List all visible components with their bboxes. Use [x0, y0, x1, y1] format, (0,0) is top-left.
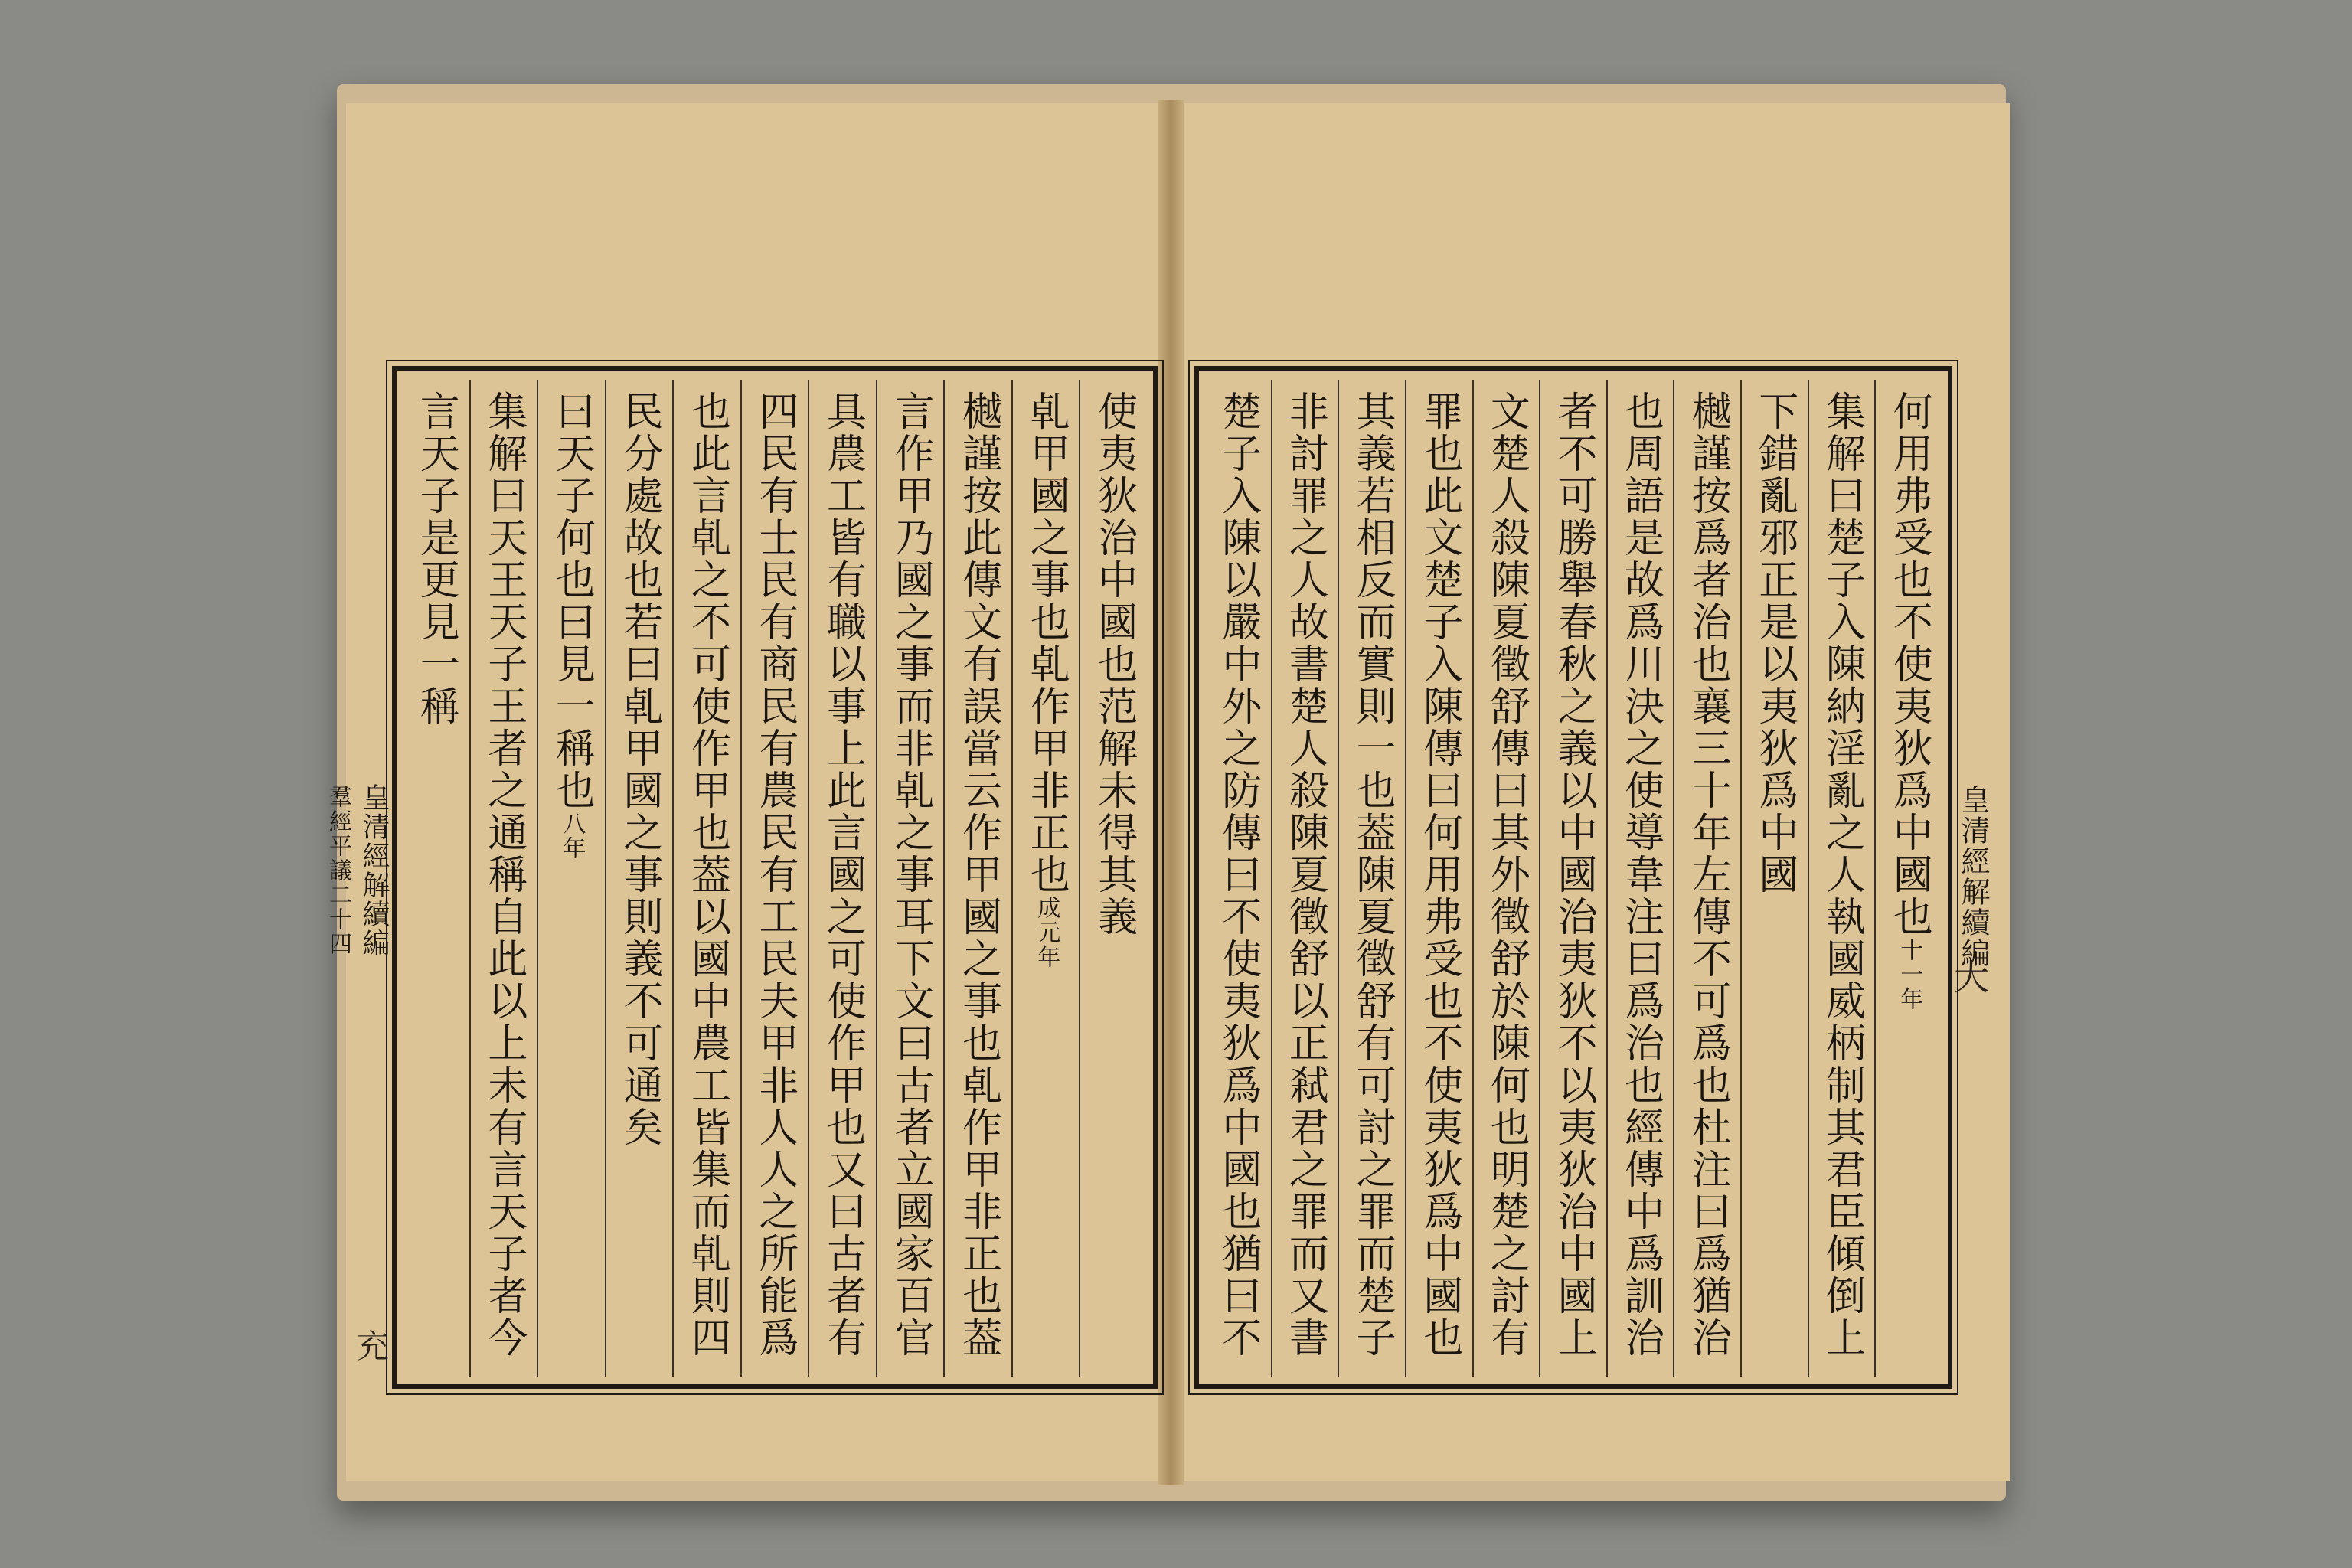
column-text: 者不可勝舉春秋之義以中國治夷狄不以夷狄治中國上: [1550, 390, 1596, 1359]
banxin-title: 皇清經解續編: [1956, 785, 1990, 969]
text-column: [1540, 380, 1608, 1377]
column-text: 𠃵甲國之事也𠃵作甲非正也: [1023, 390, 1070, 896]
column-text: 其義若相反而實則一也葢陳夏徵舒有可討之罪而楚子: [1349, 390, 1396, 1359]
right-banxin: [1949, 360, 1994, 1393]
text-column: [1205, 380, 1272, 1377]
left-columns: [403, 380, 1147, 1377]
right-text-frame: [1194, 366, 1952, 1389]
column-text: 何用弗受也不使夷狄爲中國也: [1886, 390, 1932, 938]
column-note: 十一年: [1896, 938, 1923, 1011]
text-column: [674, 380, 742, 1377]
column-text: 樾謹按此傳文有誤當云作甲國之事也𠃵作甲非正也葢: [955, 390, 1001, 1359]
column-text: 言作甲乃國之事而非𠃵之事耳下文曰古者立國家百官: [887, 390, 934, 1359]
text-column: [1742, 380, 1809, 1377]
column-text: 四民有士民有商民有農民有工民夫甲非人人之所能爲: [752, 390, 798, 1359]
column-text: 罪也此文楚子入陳傳曰何用弗受也不使夷狄爲中國也: [1416, 390, 1462, 1359]
right-columns: [1205, 380, 1942, 1377]
left-text-frame: [392, 366, 1158, 1389]
text-column: [1674, 380, 1742, 1377]
book-gutter: [1158, 100, 1184, 1485]
column-text: 也此言𠃵之不可使作甲也葢以國中農工皆集而𠃵則四: [684, 390, 730, 1359]
text-column: [1339, 380, 1406, 1377]
text-column: [945, 380, 1013, 1377]
column-text: 集解曰天王天子王者之通稱自此以上未有言天子者今: [480, 390, 527, 1359]
column-text: 也周語是故爲川決之使導韋注曰爲治也經傳中爲訓治: [1617, 390, 1664, 1359]
banxin-title: 皇清經解續編: [358, 783, 390, 958]
left-banxin: [325, 360, 394, 1393]
text-column: [403, 380, 471, 1377]
column-text: 集解曰楚子入陳納淫亂之人執國威柄制其君臣傾倒上: [1818, 390, 1865, 1359]
column-text: 言天子是更見一稱: [413, 390, 459, 727]
text-column: [1013, 380, 1081, 1377]
column-text: 樾謹按爲者治也襄三十年左傳不可爲也杜注曰爲猶治: [1684, 390, 1731, 1359]
column-text: 楚子入陳以嚴中外之防傳曰不使夷狄爲中國也猶曰不: [1214, 390, 1261, 1359]
folio-number: 大: [1949, 959, 1990, 995]
text-column: [1876, 380, 1942, 1377]
banxin-subtitle: 羣經平議二十四: [325, 785, 351, 956]
column-text: 文楚人殺陳夏徵舒傳曰其外徵舒於陳何也明楚之討有: [1483, 390, 1530, 1359]
text-column: [606, 380, 675, 1377]
text-column: [1474, 380, 1541, 1377]
text-column: [1272, 380, 1340, 1377]
text-column: [471, 380, 539, 1377]
column-text: 非討罪之人故書楚人殺陳夏徵舒以正弒君之罪而又書: [1282, 390, 1328, 1359]
folio-number: 充: [352, 1329, 390, 1363]
text-column: [538, 380, 606, 1377]
column-text: 具農工皆有職以事上此言國之可使作甲也又曰古者有: [819, 390, 866, 1359]
column-text: 下錯亂邪正是以夷狄爲中國: [1751, 390, 1798, 896]
column-text: 民分處故也若曰𠃵甲國之事則義不可通矣: [616, 390, 662, 1148]
column-note: 成元年: [1033, 896, 1060, 969]
text-column: [742, 380, 810, 1377]
column-note: 八年: [558, 812, 586, 861]
text-column: [1809, 380, 1877, 1377]
text-column: [1080, 380, 1147, 1377]
text-column: [1608, 380, 1675, 1377]
text-column: [1406, 380, 1474, 1377]
text-column: [809, 380, 877, 1377]
column-text: 曰天子何也曰見一稱也: [548, 390, 595, 812]
column-text: 使夷狄治中國也范解未得其義: [1090, 390, 1137, 938]
text-column: [877, 380, 946, 1377]
